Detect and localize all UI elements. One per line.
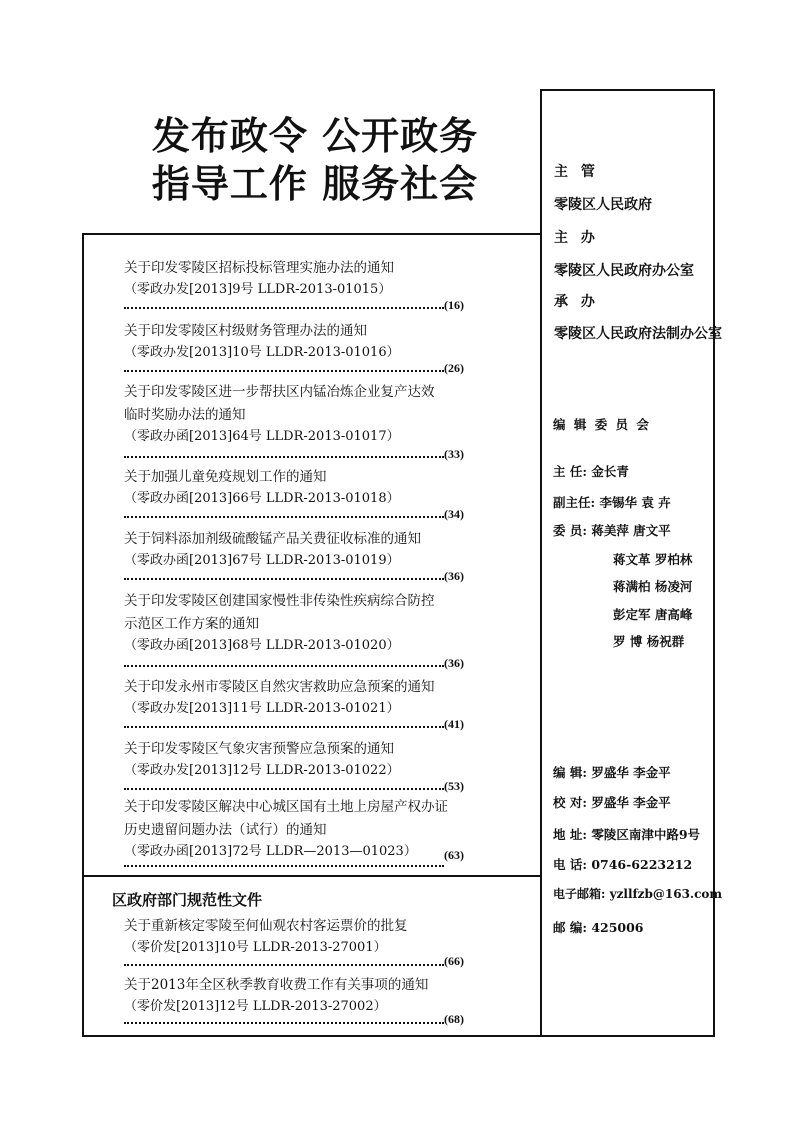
contents-entry[interactable]	[124, 738, 494, 781]
entry-page-number: (68)	[444, 1012, 464, 1026]
section-divider	[84, 875, 542, 877]
supervisor-label: 主 管	[554, 164, 599, 180]
dot-leader	[124, 370, 444, 372]
address: 地 址: 零陵区南津中路9号	[553, 827, 701, 842]
email: 电子邮箱: yzllfzb@163.com	[553, 887, 723, 901]
sponsor-label: 主 办	[554, 230, 599, 246]
slogan-line-1: 发布政令 公开政务	[151, 113, 479, 158]
dot-leader	[124, 578, 444, 580]
entry-document-number: （零政办函[2013]67号 LLDR-2013-01019）	[124, 553, 400, 568]
entry-title: 关于印发零陵区气象灾害预警应急预案的通知	[124, 741, 394, 757]
proofreader: 校 对: 罗盛华 李金平	[553, 795, 671, 810]
phone: 电 话: 0746-6223212	[553, 857, 693, 872]
organizer-value: 零陵区人民政府法制办公室	[554, 326, 722, 342]
entry-title: 关于印发零陵区招标投标管理实施办法的通知	[124, 260, 394, 276]
entry-page-number: (41)	[444, 717, 464, 731]
entry-document-number: （零政办函[2013]72号 LLDR—2013—01023）	[124, 844, 417, 859]
entry-page-number: (63)	[444, 848, 464, 862]
entry-page-number: (36)	[444, 569, 464, 583]
member-line: 彭定军 唐高峰	[613, 607, 693, 622]
dot-leader	[124, 665, 444, 667]
entry-title: 关于印发零陵区解决中心城区国有土地上房屋产权办证	[124, 799, 448, 815]
entry-title: 关于印发零陵区村级财务管理办法的通知	[124, 323, 367, 339]
organizer-label: 承 办	[554, 294, 599, 310]
dot-leader	[124, 726, 444, 728]
director: 主 任: 金长青	[553, 464, 629, 479]
entry-document-number: （零政办函[2013]64号 LLDR-2013-01017）	[124, 429, 400, 444]
section-title: 区政府部门规范性文件	[112, 891, 263, 909]
entry-page-number: (33)	[444, 447, 464, 461]
contents-entry[interactable]	[124, 590, 494, 656]
dot-leader	[124, 865, 444, 867]
supervisor-value: 零陵区人民政府	[554, 197, 652, 213]
member-line: 罗 博 杨祝群	[613, 634, 685, 649]
members-first: 委 员: 蒋美萍 唐文平	[553, 523, 671, 538]
entry-document-number: （零政办发[2013]12号 LLDR-2013-01022）	[124, 763, 400, 778]
entry-page-number: (16)	[444, 298, 464, 312]
member-line: 蒋满柏 杨凌河	[613, 579, 693, 594]
contents-entry[interactable]	[124, 466, 494, 509]
entry-title: 临时奖励办法的通知	[124, 407, 246, 423]
entry-document-number: （零政办函[2013]68号 LLDR-2013-01020）	[124, 638, 400, 653]
entry-document-number: （零政办函[2013]66号 LLDR-2013-01018）	[124, 491, 400, 506]
editor: 编 辑: 罗盛华 李金平	[553, 765, 671, 780]
contents-entry[interactable]	[124, 528, 494, 571]
dot-leader	[124, 516, 444, 518]
contents-entry[interactable]	[124, 915, 494, 958]
entry-document-number: （零价发[2013]10号 LLDR-2013-27001）	[124, 940, 387, 955]
entry-document-number: （零政办发[2013]11号 LLDR-2013-01021）	[124, 701, 400, 716]
contents-entry[interactable]	[124, 257, 494, 300]
slogan-line-2: 指导工作 服务社会	[151, 161, 479, 206]
entry-title: 关于印发零陵区进一步帮扶区内锰冶炼企业复产达效	[124, 384, 435, 400]
entry-title: 历史遗留问题办法（试行）的通知	[124, 822, 327, 838]
entry-page-number: (53)	[444, 779, 464, 793]
entry-title: 关于印发永州市零陵区自然灾害救助应急预案的通知	[124, 679, 435, 695]
entry-page-number: (26)	[444, 361, 464, 375]
committee-title: 编 辑 委 员 会	[553, 417, 651, 432]
entry-title: 关于印发零陵区创建国家慢性非传染性疾病综合防控	[124, 593, 435, 609]
dot-leader	[124, 788, 444, 790]
dot-leader	[124, 964, 444, 966]
contents-entry[interactable]	[124, 381, 494, 447]
dot-leader	[124, 307, 444, 309]
entry-title: 示范区工作方案的通知	[124, 616, 259, 632]
entry-page-number: (66)	[444, 954, 464, 968]
contents-entry[interactable]	[124, 796, 494, 862]
entry-page-number: (34)	[444, 507, 464, 521]
member-line: 蒋文革 罗柏林	[613, 552, 693, 567]
contents-entry[interactable]	[124, 320, 494, 363]
entry-title: 关于重新核定零陵至何仙观农村客运票价的批复	[124, 918, 408, 934]
entry-title: 关于加强儿童免疫规划工作的通知	[124, 469, 327, 485]
sponsor-value: 零陵区人民政府办公室	[554, 263, 694, 279]
contents-entry[interactable]	[124, 676, 494, 719]
contents-box	[82, 233, 542, 1037]
entry-title: 关于2013年全区秋季教育收费工作有关事项的通知	[124, 977, 429, 993]
postcode: 邮 编: 425006	[553, 920, 644, 935]
entry-document-number: （零政办发[2013]10号 LLDR-2013-01016）	[124, 345, 400, 360]
publication-info-box	[540, 89, 723, 1037]
entry-page-number: (36)	[444, 656, 464, 670]
contents-entry[interactable]	[124, 974, 494, 1017]
entry-document-number: （零价发[2013]12号 LLDR-2013-27002）	[124, 999, 387, 1014]
dot-leader	[124, 1022, 444, 1024]
dot-leader	[124, 456, 444, 458]
deputy-director: 副主任: 李锡华 袁 卉	[553, 495, 671, 510]
entry-document-number: （零政办发[2013]9号 LLDR-2013-01015）	[124, 282, 392, 297]
entry-title: 关于饲料添加剂级硫酸锰产品关费征收标准的通知	[124, 531, 421, 547]
